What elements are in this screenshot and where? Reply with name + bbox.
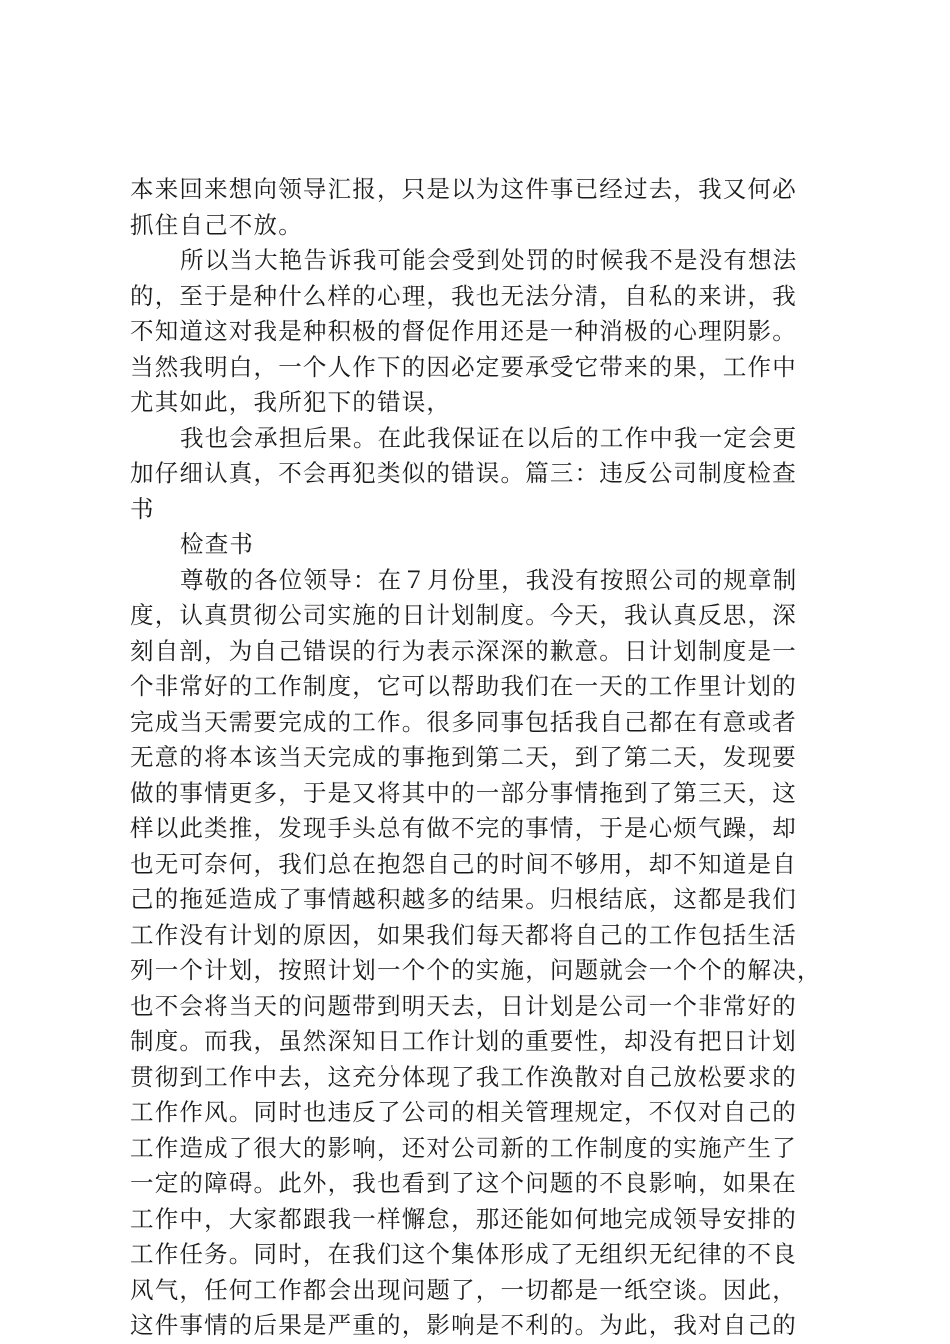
text-line: 抓住自己不放。 xyxy=(130,210,303,239)
text-line: 完成当天需要完成的工作。很多同事包括我自己都在有意或者 xyxy=(130,707,797,736)
text-line: 这件事情的后果是严重的，影响是不利的。为此，我对自己的 xyxy=(130,1311,797,1339)
text-line: 做的事情更多，于是又将其中的一部分事情拖到了第三天，这 xyxy=(130,778,797,807)
text-line: 一定的障碍。此外，我也看到了这个问题的不良影响，如果在 xyxy=(130,1169,797,1197)
text-line: 工作作风。同时也违反了公司的相关管理规定，不仅对自己的 xyxy=(130,1098,797,1126)
text-line: 工作没有计划的原因，如果我们每天都将自己的工作包括生活 xyxy=(130,920,797,949)
text-line: 不知道这对我是种积极的督促作用还是一种消极的心理阴影。 xyxy=(130,317,797,345)
text-line: 工作任务。同时，在我们这个集体形成了无组织无纪律的不良 xyxy=(130,1240,797,1268)
text-line: 列一个计划，按照计划一个个的实施，问题就会一个个的解决， xyxy=(130,956,822,984)
text-line: 书 xyxy=(130,494,155,523)
text-line: 无意的将本该当天完成的事拖到第二天，到了第二天，发现要 xyxy=(130,743,797,771)
text-line: 刻自剖，为自己错误的行为表示深深的歉意。日计划制度是一 xyxy=(130,636,797,665)
text-line: 己的拖延造成了事情越积越多的结果。归根结底，这都是我们 xyxy=(130,885,797,913)
text-line: 也无可奈何，我们总在抱怨自己的时间不够用，却不知道是自 xyxy=(130,849,797,878)
text-line: 我也会承担后果。在此我保证在以后的工作中我一定会更 xyxy=(180,423,798,452)
text-line: 所以当大艳告诉我可能会受到处罚的时候我不是没有想法 xyxy=(180,246,798,274)
text-line: 制度。而我，虽然深知日工作计划的重要性，却没有把日计划 xyxy=(130,1027,797,1055)
text-line: 样以此类推，发现手头总有做不完的事情，于是心烦气躁，却 xyxy=(130,814,797,842)
text-line: 的，至于是种什么样的心理，我也无法分清，自私的来讲，我 xyxy=(130,281,797,310)
text-line: 当然我明白，一个人作下的因必定要承受它带来的果，工作中 xyxy=(130,352,797,381)
text-line: 度，认真贯彻公司实施的日计划制度。今天，我认真反思，深 xyxy=(130,601,797,629)
text-line: 风气，任何工作都会出现问题了，一切都是一纸空谈。因此， xyxy=(130,1275,797,1304)
text-line: 个非常好的工作制度，它可以帮助我们在一天的工作里计划的 xyxy=(130,672,797,700)
text-line: 检查书 xyxy=(180,530,255,558)
text-line: 尊敬的各位领导：在７月份里，我没有按照公司的规章制 xyxy=(180,565,798,594)
text-line: 工作中，大家都跟我一样懈怠，那还能如何地完成领导安排的 xyxy=(130,1204,797,1233)
text-line: 尤其如此，我所犯下的错误， xyxy=(130,388,452,416)
document-body xyxy=(130,172,830,1344)
text-line: 工作造成了很大的影响，还对公司新的工作制度的实施产生了 xyxy=(130,1133,797,1162)
text-line: 也不会将当天的问题带到明天去，日计划是公司一个非常好的 xyxy=(130,991,797,1020)
text-line: 加仔细认真，不会再犯类似的错误。篇三：违反公司制度检查 xyxy=(130,459,797,487)
text-line: 本来回来想向领导汇报，只是以为这件事已经过去，我又何必 xyxy=(130,175,797,203)
text-line: 贯彻到工作中去，这充分体现了我工作涣散对自己放松要求的 xyxy=(130,1062,797,1091)
